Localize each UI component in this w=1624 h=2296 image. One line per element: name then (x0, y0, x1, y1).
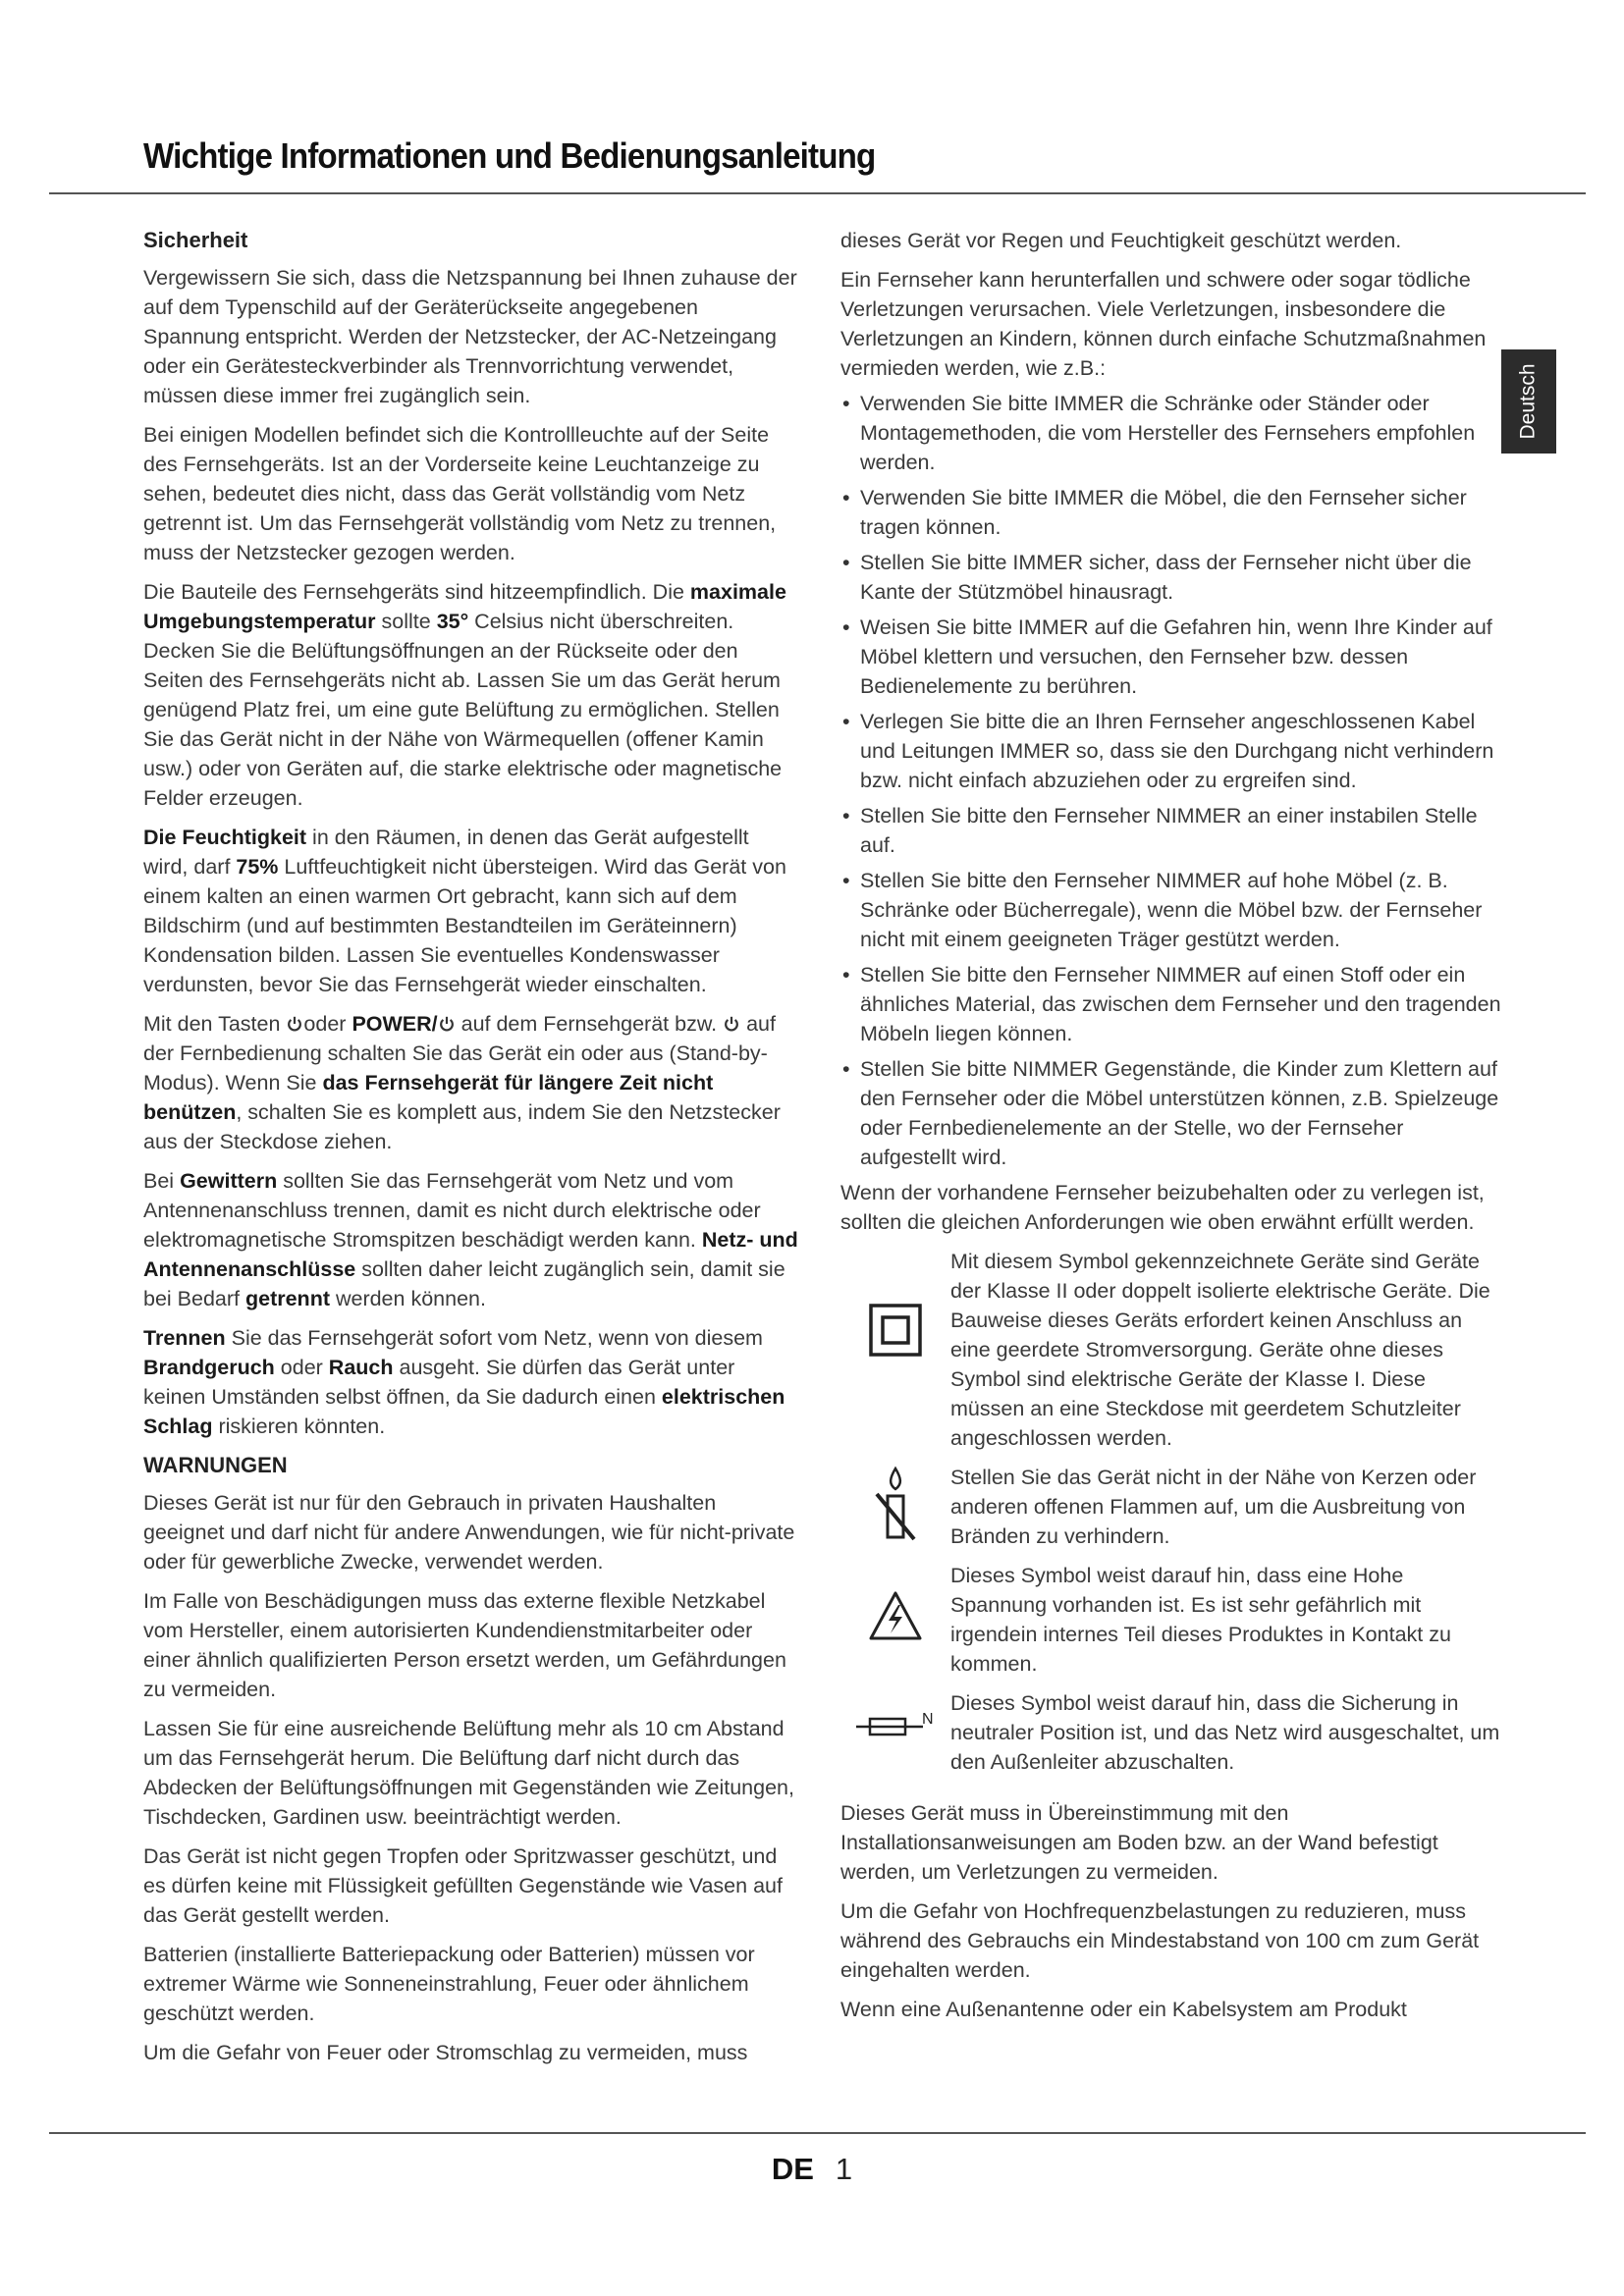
language-tab-label: Deutsch (1517, 363, 1541, 440)
class-ii-symbol-row (840, 1247, 1501, 1453)
symbol-description: Mit diesem Symbol gekennzeichnete Geräte sind Geräte der Klasse II oder doppelt isolierte elektrische Geräte. Die Bauweise dieses Geräts erfordert keinen Anschluss an eine geerdete Stromversorgung. Geräte ohne dieses Symbol sind elektrische Geräte der Klasse I. Diese müssen an eine Steckdose mit geerdetem Schutzleiter angeschlossen werden. (950, 1250, 1490, 1450)
class-ii-double-square-icon (869, 1304, 922, 1357)
power-icon (286, 1015, 303, 1033)
power-icon (438, 1015, 456, 1033)
symbol-description: Dieses Symbol weist darauf hin, dass eine Hohe Spannung vorhanden ist. Es ist sehr gefährlich mit irgendein internes Teil dieses Produktes in Kontakt zu kommen. (950, 1564, 1451, 1676)
paragraph: Ein Fernseher kann herunterfallen und schwere oder sogar tödliche Verletzungen verursachen. Viele Verletzungen, insbesondere die Verletzungen an Kindern, können durch einfache Schutzmaßnahmen vermieden werden, wie z.B.: (840, 268, 1487, 380)
candle-symbol-row (840, 1463, 1501, 1551)
paragraph: Batterien (installierte Batteriepackung oder Batterien) müssen vor extremer Wärme wie Sonneneinstrahlung, Feuer oder ähnlichem geschützt werden. (143, 1943, 755, 2025)
fuse-symbol-row (840, 1688, 1501, 1777)
list-item: • Verlegen Sie bitte die an Ihren Fernseher angeschlossenen Kabel und Leitungen IMMER so, dass sie den Durchgang nicht verhindern bzw. nicht einfach abzuziehen oder zu ergreifen sind. (840, 707, 1501, 795)
safety-heading: Sicherheit (143, 228, 248, 252)
paragraph: Um die Gefahr von Hochfrequenzbelastungen zu reduzieren, muss während des Gebrauchs ein Mindestabstand von 100 cm zum Gerät eingehalten werden. (840, 1899, 1480, 1982)
header-rule (49, 192, 1586, 194)
page-number: 1 (835, 2152, 853, 2186)
paragraph: Die Bauteile des Fernsehgeräts sind hitzeempfindlich. Die maximale Umgebungstemperatur sollte 35° Celsius nicht überschreiten. Decken Sie die Belüftungsöffnungen an der Rückseite oder den Seiten des Fernsehgeräts nicht ab. Lassen Sie um das Gerät herum genügend Platz frei, um eine gute Belüftung zu ermöglichen. Stellen Sie das Gerät nicht in der Nähe von Wärmequellen (offener Kamin usw.) oder von Geräten auf, die starke elektrische oder magnetische Felder erzeugen. (143, 580, 786, 810)
symbol-description: Stellen Sie das Gerät nicht in der Nähe von Kerzen oder anderen offenen Flammen auf, um die Ausbreitung von Bränden zu verhindern. (950, 1466, 1477, 1548)
page-footer (0, 2152, 1624, 2187)
paragraph: Wenn der vorhandene Fernseher beizubehalten oder zu verlegen ist, sollten die gleichen Anforderungen wie oben erwähnt erfüllt werden. (840, 1181, 1485, 1234)
page-title: Wichtige Informationen und Bedienungsanleitung (143, 135, 876, 176)
list-item: • Stellen Sie bitte den Fernseher NIMMER auf hohe Möbel (z. B. Schränke oder Bücherregale), wenn die Möbel bzw. der Fernseher nicht mit einem geeigneten Träger gestützt werden. (840, 866, 1501, 954)
paragraph: Wenn eine Außenantenne oder ein Kabelsystem am Produkt (840, 1998, 1407, 2021)
paragraph: Mit den Tasten oder POWER/ auf dem Fernsehgerät bzw. auf der Fernbedienung schalten Sie das Gerät ein oder aus (Stand-by-Modus). Wenn Sie das Fernsehgerät für längere Zeit nicht benützen, schalten Sie es komplett aus, indem Sie den Netzstecker aus der Steckdose ziehen. (143, 1012, 781, 1153)
list-item: • Verwenden Sie bitte IMMER die Möbel, die den Fernseher sicher tragen können. (840, 483, 1501, 542)
list-item: • Stellen Sie bitte den Fernseher NIMMER an einer instabilen Stelle auf. (840, 801, 1501, 860)
fuse-icon (856, 1708, 935, 1741)
paragraph: Dieses Gerät ist nur für den Gebrauch in privaten Haushalten geeignet und darf nicht für andere Anwendungen, wie für nicht-private oder für gewerbliche Zwecke, verwendet werden. (143, 1491, 795, 1574)
fuse-neutral-label: N (922, 1711, 934, 1728)
right-column (840, 226, 1501, 2034)
paragraph: dieses Gerät vor Regen und Feuchtigkeit geschützt werden. (840, 229, 1402, 252)
paragraph: Die Feuchtigkeit in den Räumen, in denen das Gerät aufgestellt wird, darf 75% Luftfeuchtigkeit nicht übersteigen. Wird das Gerät von einem kalten an einen warmen Ort gebracht, kann sich auf dem Bildschirm (und auf bestimmten Bestandteilen im Geräteinnern) Kondensation bilden. Lassen Sie eventuelles Kondenswasser verdunsten, bevor Sie das Fernsehgerät wieder einschalten. (143, 826, 786, 996)
list-item: • Weisen Sie bitte IMMER auf die Gefahren hin, wenn Ihre Kinder auf Möbel klettern und versuchen, den Fernseher bzw. dessen Bedienelemente zu berühren. (840, 613, 1501, 701)
warnings-heading: WARNUNGEN (143, 1453, 288, 1477)
paragraph: Lassen Sie für eine ausreichende Belüftung mehr als 10 cm Abstand um das Fernsehgerät herum. Die Belüftung darf nicht durch das Abdecken der Belüftungsöffnungen mit Gegenständen wie Zeitungen, Tischdecken, Gardinen usw. beeinträchtigt werden. (143, 1717, 794, 1829)
paragraph: Im Falle von Beschädigungen muss das externe flexible Netzkabel vom Hersteller, einem autorisierten Kundendienstmitarbeiter oder einer ähnlich qualifizierten Person ersetzt werden, um Gefährdungen zu vermeiden. (143, 1589, 786, 1701)
footer-language-code: DE (771, 2152, 814, 2186)
symbol-description: Dieses Symbol weist darauf hin, dass die Sicherung in neutraler Position ist, und das Netz wird ausgeschaltet, um den Außenleiter abzuschalten. (950, 1691, 1500, 1774)
language-tab (1501, 349, 1556, 454)
safety-bullet-list (840, 389, 1501, 1172)
high-voltage-symbol-row (840, 1561, 1501, 1679)
paragraph: Vergewissern Sie sich, dass die Netzspannung bei Ihnen zuhause der auf dem Typenschild auf der Geräterückseite angegebenen Spannung entspricht. Werden der Netzstecker, der AC-Netzeingang oder ein Gerätesteckverbinder als Trennvorrichtung verwendet, müssen diese immer frei zugänglich sein. (143, 266, 797, 407)
left-column (143, 226, 799, 2077)
paragraph: Um die Gefahr von Feuer oder Stromschlag zu vermeiden, muss (143, 2041, 748, 2064)
paragraph: Bei Gewittern sollten Sie das Fernsehgerät vom Netz und vom Antennenanschluss trennen, damit es nicht durch elektrische oder elektromagnetische Stromspitzen beschädigt werden kann. Netz- und Antennenanschlüsse sollten daher leicht zugänglich sein, damit sie bei Bedarf getrennt werden können. (143, 1169, 798, 1310)
paragraph: Das Gerät ist nicht gegen Tropfen oder Spritzwasser geschützt, und es dürfen keine mit Flüssigkeit gefüllten Gegenstände wie Vasen auf das Gerät gestellt werden. (143, 1844, 783, 1927)
paragraph: Bei einigen Modellen befindet sich die Kontrollleuchte auf der Seite des Fernsehgeräts. Ist an der Vorderseite keine Leuchtanzeige zu sehen, bedeutet dies nicht, dass das Gerät vollständig vom Netz getrennt ist. Um das Fernsehgerät vollständig vom Netz zu trennen, muss der Netzstecker gezogen werden. (143, 423, 777, 564)
footer-rule (49, 2132, 1586, 2134)
list-item: • Stellen Sie bitte den Fernseher NIMMER auf einen Stoff oder ein ähnliches Material, das zwischen dem Fernseher und den tragenden Möbeln liegen können. (840, 960, 1501, 1048)
high-voltage-warning-icon (868, 1590, 923, 1641)
paragraph: Dieses Gerät muss in Übereinstimmung mit den Installationsanweisungen am Boden bzw. an der Wand befestigt werden, um Verletzungen zu vermeiden. (840, 1801, 1438, 1884)
paragraph: Trennen Sie das Fernsehgerät sofort vom Netz, wenn von diesem Brandgeruch oder Rauch ausgeht. Sie dürfen das Gerät unter keinen Umständen selbst öffnen, da Sie dadurch einen elektrischen Schlag riskieren könnten. (143, 1326, 785, 1438)
list-item: • Stellen Sie bitte IMMER sicher, dass der Fernseher nicht über die Kante der Stützmöbel hinausragt. (840, 548, 1501, 607)
power-icon (723, 1015, 740, 1033)
list-item: • Stellen Sie bitte NIMMER Gegenstände, die Kinder zum Klettern auf den Fernseher oder die Möbel unterstützen können, z.B. Spielzeuge oder Fernbedienelemente an der Stelle, wo der Fernseher aufgestellt wird. (840, 1054, 1501, 1172)
list-item: • Verwenden Sie bitte IMMER die Schränke oder Ständer oder Montagemethoden, die vom Hersteller des Fernsehers empfohlen werden. (840, 389, 1501, 477)
no-candle-icon (871, 1465, 920, 1543)
